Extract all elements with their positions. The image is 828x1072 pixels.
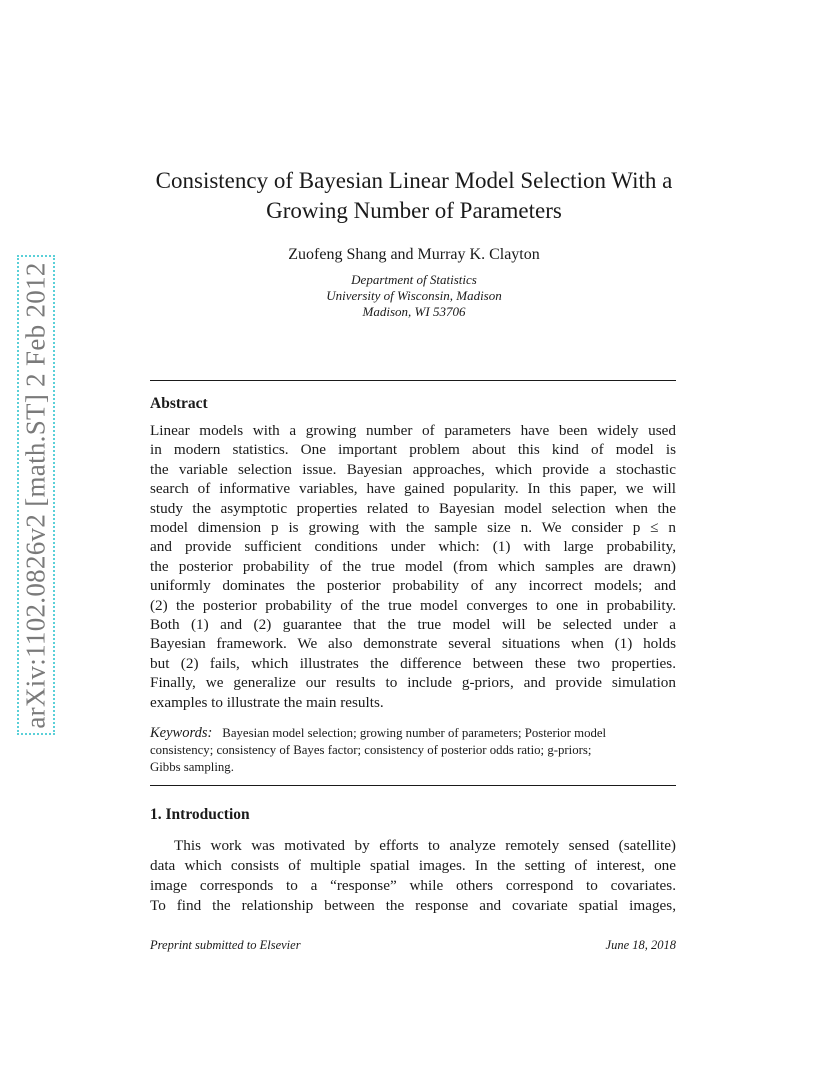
introduction-body (150, 836, 676, 916)
keywords-line-1 (150, 725, 676, 742)
abstract-line: in modern statistics. One important problem about this kind of model is (150, 441, 676, 459)
abstract-line: (2) the posterior probability of the true model converges to one in probability. (150, 596, 676, 614)
footer-preprint-note: Preprint submitted to Elsevier (150, 938, 301, 952)
abstract-line: but (2) fails, which illustrates the difference between these two properties. (150, 654, 676, 672)
keywords-text-1: Bayesian model selection; growing number of parameters; Posterior model (222, 726, 607, 740)
affiliation-university: University of Wisconsin, Madison (326, 288, 502, 303)
abstract-line: and provide sufficient conditions under which: (1) with large probability, (150, 538, 676, 556)
abstract-line: the variable selection issue. Bayesian approaches, which provide a stochastic (150, 460, 676, 478)
arxiv-stamp-text: arXiv:1102.0826v2 [math.ST] 2 Feb 2012 (20, 261, 51, 729)
authors: Zuofeng Shang and Murray K. Clayton (288, 246, 540, 263)
abstract-line: examples to illustrate the main results. (150, 693, 384, 711)
abstract-line: Finally, we generalize our results to include g-priors, and provide simulation (150, 674, 676, 692)
abstract-line: Linear models with a growing number of parameters have been widely used (150, 422, 676, 439)
paper-title (150, 166, 678, 226)
affiliation-department: Department of Statistics (351, 272, 477, 287)
abstract-line: study the asymptotic properties related to Bayesian model selection when the (150, 499, 676, 517)
abstract-bottom-rule (150, 785, 676, 786)
affiliation-address: Madison, WI 53706 (362, 304, 466, 319)
affiliation (150, 272, 678, 320)
intro-line: image corresponds to a “response” while others correspond to covariates. (150, 877, 676, 894)
arxiv-side-stamp (17, 255, 55, 735)
keywords-line-3: Gibbs sampling. (150, 760, 234, 774)
intro-line: To find the relationship between the response and covariate spatial images, (150, 897, 676, 914)
section-heading-introduction: 1. Introduction (150, 806, 250, 823)
title-line-1: Consistency of Bayesian Linear Model Selection With a (155, 168, 673, 193)
abstract-top-rule (150, 380, 676, 381)
title-line-2: Growing Number of Parameters (266, 198, 562, 223)
intro-line: data which consists of multiple spatial images. In the setting of interest, one (150, 857, 676, 874)
footer-date: June 18, 2018 (605, 938, 676, 952)
abstract-line: uniformly dominates the posterior probability of any incorrect models; and (150, 577, 676, 595)
keywords (150, 725, 676, 776)
abstract-body (150, 421, 676, 712)
intro-line: This work was motivated by efforts to analyze remotely sensed (satellite) (174, 837, 676, 854)
abstract-line: search of informative variables, have gained popularity. In this paper, we will (150, 480, 676, 498)
abstract-line: the posterior probability of the true model (from which samples are drawn) (150, 557, 676, 575)
keywords-label: Keywords: (150, 725, 213, 741)
abstract-line: model dimension p is growing with the sample size n. We consider p ≤ n (150, 519, 676, 537)
keywords-line-2: consistency; consistency of Bayes factor; consistency of posterior odds ratio; g-priors; (150, 743, 592, 757)
abstract-line: Bayesian framework. We also demonstrate several situations when (1) holds (150, 635, 676, 653)
abstract-line: Both (1) and (2) guarantee that the true model will be selected under a (150, 616, 676, 634)
abstract-heading: Abstract (150, 395, 208, 412)
